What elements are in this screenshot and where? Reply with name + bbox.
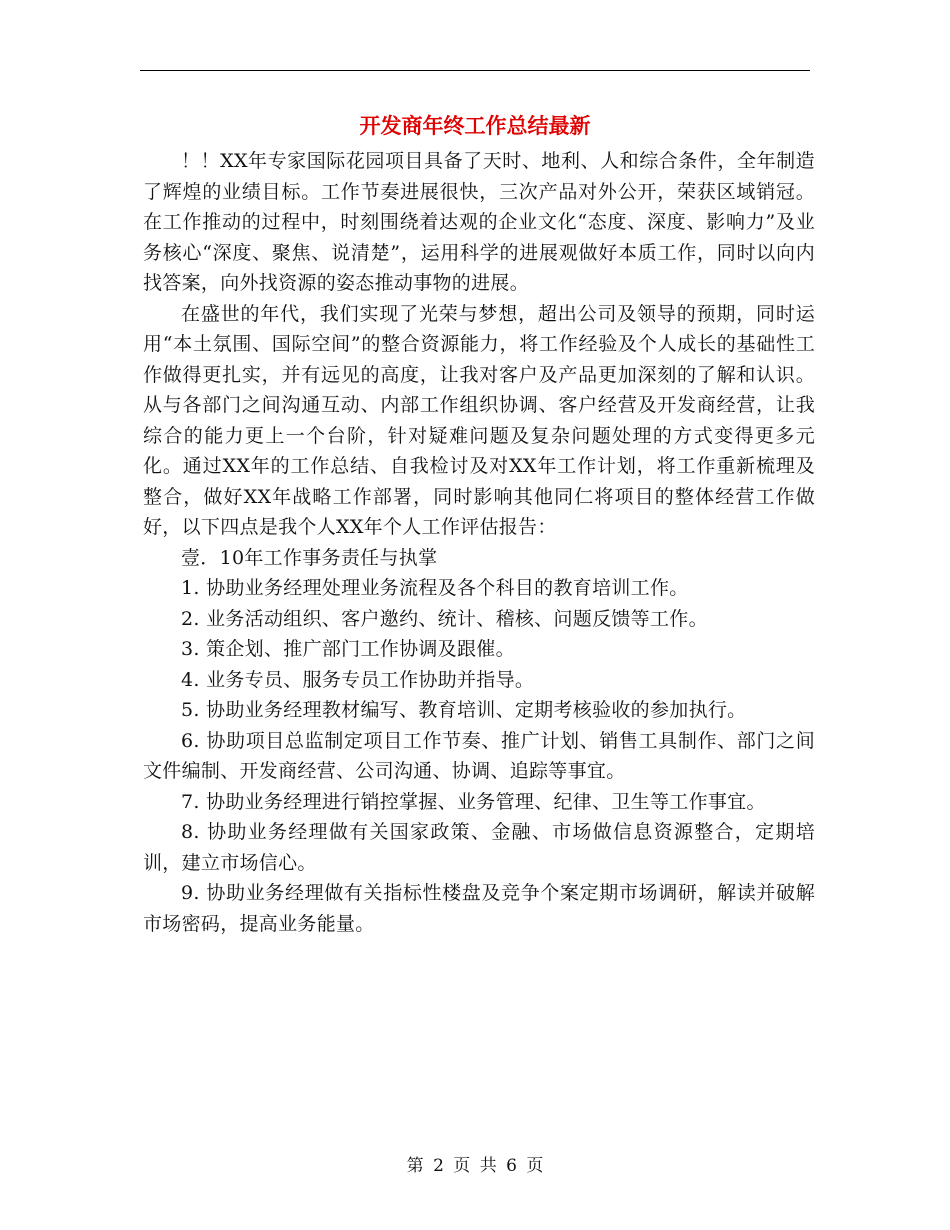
list-item: 3. 策企划、推广部门工作协调及跟催。	[181, 638, 515, 660]
list-item: 2. 业务活动组织、客户邀约、统计、稽核、问题反馈等工作。	[181, 607, 708, 630]
paragraph-summary: 在盛世的年代，我们实现了光荣与梦想，超出公司及领导的预期，同时运用“本土氛围、国际空间”的整合资源能力，将工作经验及个人成长的基础性工作做得更扎实，并有远见的高度，让我对客户及产品更加深刻的了解和认识。从与各部门之间沟通互动、内部工作组织协调、客户经营及开发商经营，让我综合的能力更上一个台阶，针对疑难问题及复杂问题处理的方式变得更多元化。通过XX年的工作总结、自我检讨及对XX年工作计划，将工作重新梳理及整合，做好XX年战略工作部署，同时影响其他同仁将项目的整体经营工作做好，以下四点是我个人XX年个人工作评估报告：	[143, 302, 815, 538]
list-item: 7. 协助业务经理进行销控掌握、业务管理、纪律、卫生等工作事宜。	[181, 790, 766, 813]
section-heading: 壹．10年工作事务责任与执掌	[181, 546, 438, 569]
header-rule	[140, 70, 810, 71]
paragraph-intro: ！！XX年专家国际花园项目具备了天时、地利、人和综合条件，全年制造了辉煌的业绩目标。工作节奏进展很快，三次产品对外公开，荣获区域销冠。在工作推动的过程中，时刻围绕着达观的企业文化“态度、深度、影响力”及业务核心“深度、聚焦、说清楚”，运用科学的进展观做好本质工作，同时以向内找答案，向外找资源的姿态推动事物的进展。	[143, 150, 815, 294]
document-title: 开发商年终工作总结最新	[359, 114, 591, 138]
list-item: 9. 协助业务经理做有关指标性楼盘及竞争个案定期市场调研，解读并破解市场密码，提高业务能量。	[143, 882, 815, 935]
list-item: 4. 业务专员、服务专员工作协助并指导。	[181, 668, 535, 691]
list-item: 6. 协助项目总监制定项目工作节奏、推广计划、销售工具制作、部门之间文件编制、开发商经营、公司沟通、协调、追踪等事宜。	[143, 729, 815, 782]
list-item: 1. 协助业务经理处理业务流程及各个科目的教育培训工作。	[181, 577, 689, 599]
list-item: 5. 协助业务经理教材编写、教育培训、定期考核验收的参加执行。	[181, 699, 747, 721]
page-number-footer: 第 2 页 共 6 页	[406, 1156, 544, 1176]
list-item: 8. 协助业务经理做有关国家政策、金融、市场做信息资源整合，定期培训，建立市场信心。	[143, 821, 815, 874]
document-body	[143, 146, 815, 939]
